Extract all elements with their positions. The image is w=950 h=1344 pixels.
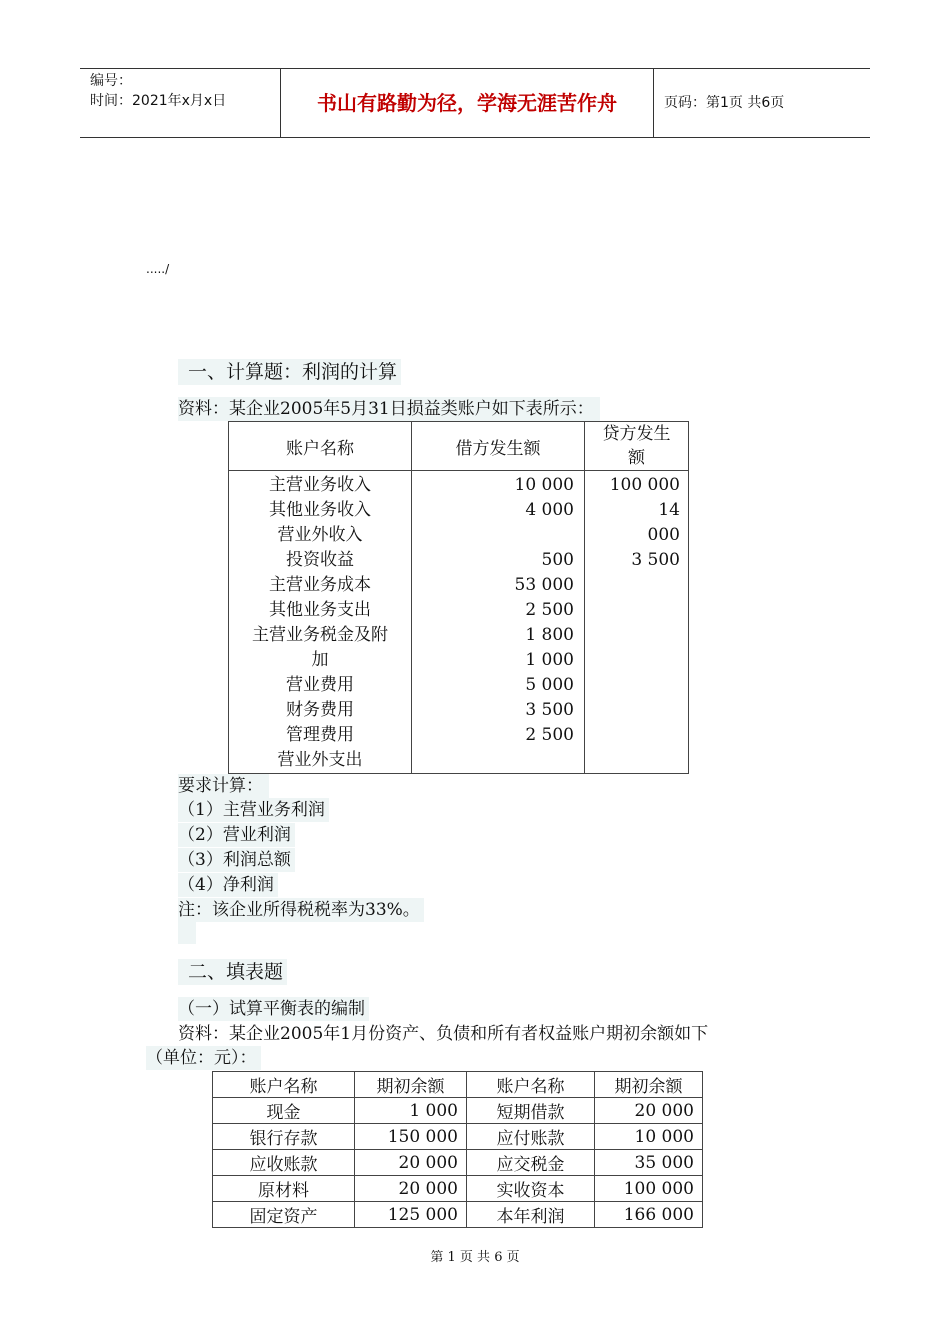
column-header-balance: 期初余额: [595, 1072, 703, 1098]
requirements-title: 要求计算：: [178, 774, 269, 798]
header-page-info: 页码：第1页 共6页: [664, 95, 785, 111]
column-header-account: 账户名称: [229, 422, 412, 471]
header-motto: 书山有路勤为径，学海无涯苦作舟: [317, 91, 617, 115]
table-row: [213, 1176, 703, 1202]
balance-amount: 125 000: [355, 1202, 467, 1228]
account-name: 银行存款: [213, 1124, 355, 1150]
debit-amount: [412, 523, 574, 548]
column-header-credit: 贷方发生 额: [585, 422, 689, 471]
table-header-row: [229, 422, 689, 471]
column-header-debit: 借方发生额: [412, 422, 585, 471]
balance-amount: 20 000: [595, 1098, 703, 1124]
page-footer: 第 1 页 共 6 页: [430, 1250, 520, 1265]
account-name: 主营业务税金及附: [252, 625, 388, 645]
debit-amount: 53 000: [514, 575, 574, 595]
account-name: 现金: [213, 1098, 355, 1124]
account-name: 主营业务成本: [269, 575, 371, 595]
section1-title: 一、计算题：利润的计算: [178, 359, 401, 385]
account-name: 营业费用: [286, 675, 354, 695]
debit-amount: 2 500: [525, 725, 574, 745]
requirement-item: （1）主营业务利润: [178, 798, 329, 822]
table-body-row: [229, 471, 689, 774]
requirement-item: （4）净利润: [178, 873, 278, 897]
section2-title: 二、填表题: [178, 959, 287, 985]
debit-amount: 3 500: [525, 700, 574, 720]
balance-amount: 166 000: [595, 1202, 703, 1228]
income-accounts-table: [228, 421, 689, 774]
account-names-cell: [229, 471, 412, 774]
table-row: [213, 1150, 703, 1176]
account-name: 投资收益: [286, 550, 354, 570]
debit-amounts-cell: [412, 471, 585, 774]
document-date: 时间：2021年x月x日: [90, 93, 227, 109]
balance-amount: 100 000: [595, 1176, 703, 1202]
account-name: 其他业务支出: [269, 600, 371, 620]
account-name: 固定资产: [213, 1202, 355, 1228]
table-row: [213, 1124, 703, 1150]
debit-amount: 5 000: [525, 675, 574, 695]
requirement-item: （2）营业利润: [178, 823, 295, 847]
account-name: 主营业务收入: [269, 475, 371, 495]
debit-amount: 2 500: [525, 600, 574, 620]
account-name: 应付账款: [467, 1124, 595, 1150]
table-header-row: [213, 1072, 703, 1098]
account-name: 应收账款: [213, 1150, 355, 1176]
requirement-item: （3）利润总额: [178, 848, 295, 872]
account-name: 本年利润: [467, 1202, 595, 1228]
credit-amount: 14: [658, 500, 680, 520]
account-name: 加: [311, 650, 329, 670]
text-fragment: ...../: [146, 262, 170, 276]
section1-intro: 资料：某企业2005年5月31日损益类账户如下表所示：: [178, 397, 600, 421]
debit-amount: 10 000: [514, 475, 574, 495]
account-name: 管理费用: [286, 725, 354, 745]
header-page-cell: [654, 69, 870, 137]
balance-amount: 20 000: [355, 1176, 467, 1202]
table-row: [213, 1098, 703, 1124]
account-name: 其他业务收入: [269, 500, 371, 520]
column-header-balance: 期初余额: [355, 1072, 467, 1098]
header-motto-cell: [281, 69, 654, 137]
debit-amount: 4 000: [525, 500, 574, 520]
page-header: [80, 68, 870, 138]
section2-unit: （单位：元）：: [146, 1046, 261, 1070]
document-number-label: 编号：: [90, 73, 132, 89]
debit-amount: 500: [541, 550, 574, 570]
column-header-account: 账户名称: [213, 1072, 355, 1098]
account-name: 实收资本: [467, 1176, 595, 1202]
account-name: 财务费用: [286, 700, 354, 720]
account-name: 原材料: [213, 1176, 355, 1202]
section2-subtitle: （一）试算平衡表的编制: [178, 997, 369, 1021]
table-row: [213, 1202, 703, 1228]
credit-amounts-cell: [585, 471, 689, 774]
account-name: 短期借款: [467, 1098, 595, 1124]
account-name: 应交税金: [467, 1150, 595, 1176]
credit-amount: 000: [647, 525, 680, 545]
balance-amount: 1 000: [355, 1098, 467, 1124]
balance-amount: 20 000: [355, 1150, 467, 1176]
debit-amount: 1 800: [525, 625, 574, 645]
empty-highlight: [178, 922, 196, 944]
header-meta: [80, 69, 281, 137]
column-header-account: 账户名称: [467, 1072, 595, 1098]
balance-amount: 35 000: [595, 1150, 703, 1176]
credit-amount: 100 000: [609, 475, 680, 495]
account-name: 营业外收入: [277, 525, 363, 545]
section2-intro: 资料：某企业2005年1月份资产、负债和所有者权益账户期初余额如下: [178, 1024, 709, 1044]
account-name: 营业外支出: [277, 750, 363, 770]
balance-amount: 150 000: [355, 1124, 467, 1150]
opening-balance-table: [212, 1071, 703, 1228]
tax-rate-note: 注：该企业所得税税率为33%。: [178, 898, 424, 922]
balance-amount: 10 000: [595, 1124, 703, 1150]
debit-amount: 1 000: [525, 650, 574, 670]
credit-amount: 3 500: [631, 550, 680, 570]
